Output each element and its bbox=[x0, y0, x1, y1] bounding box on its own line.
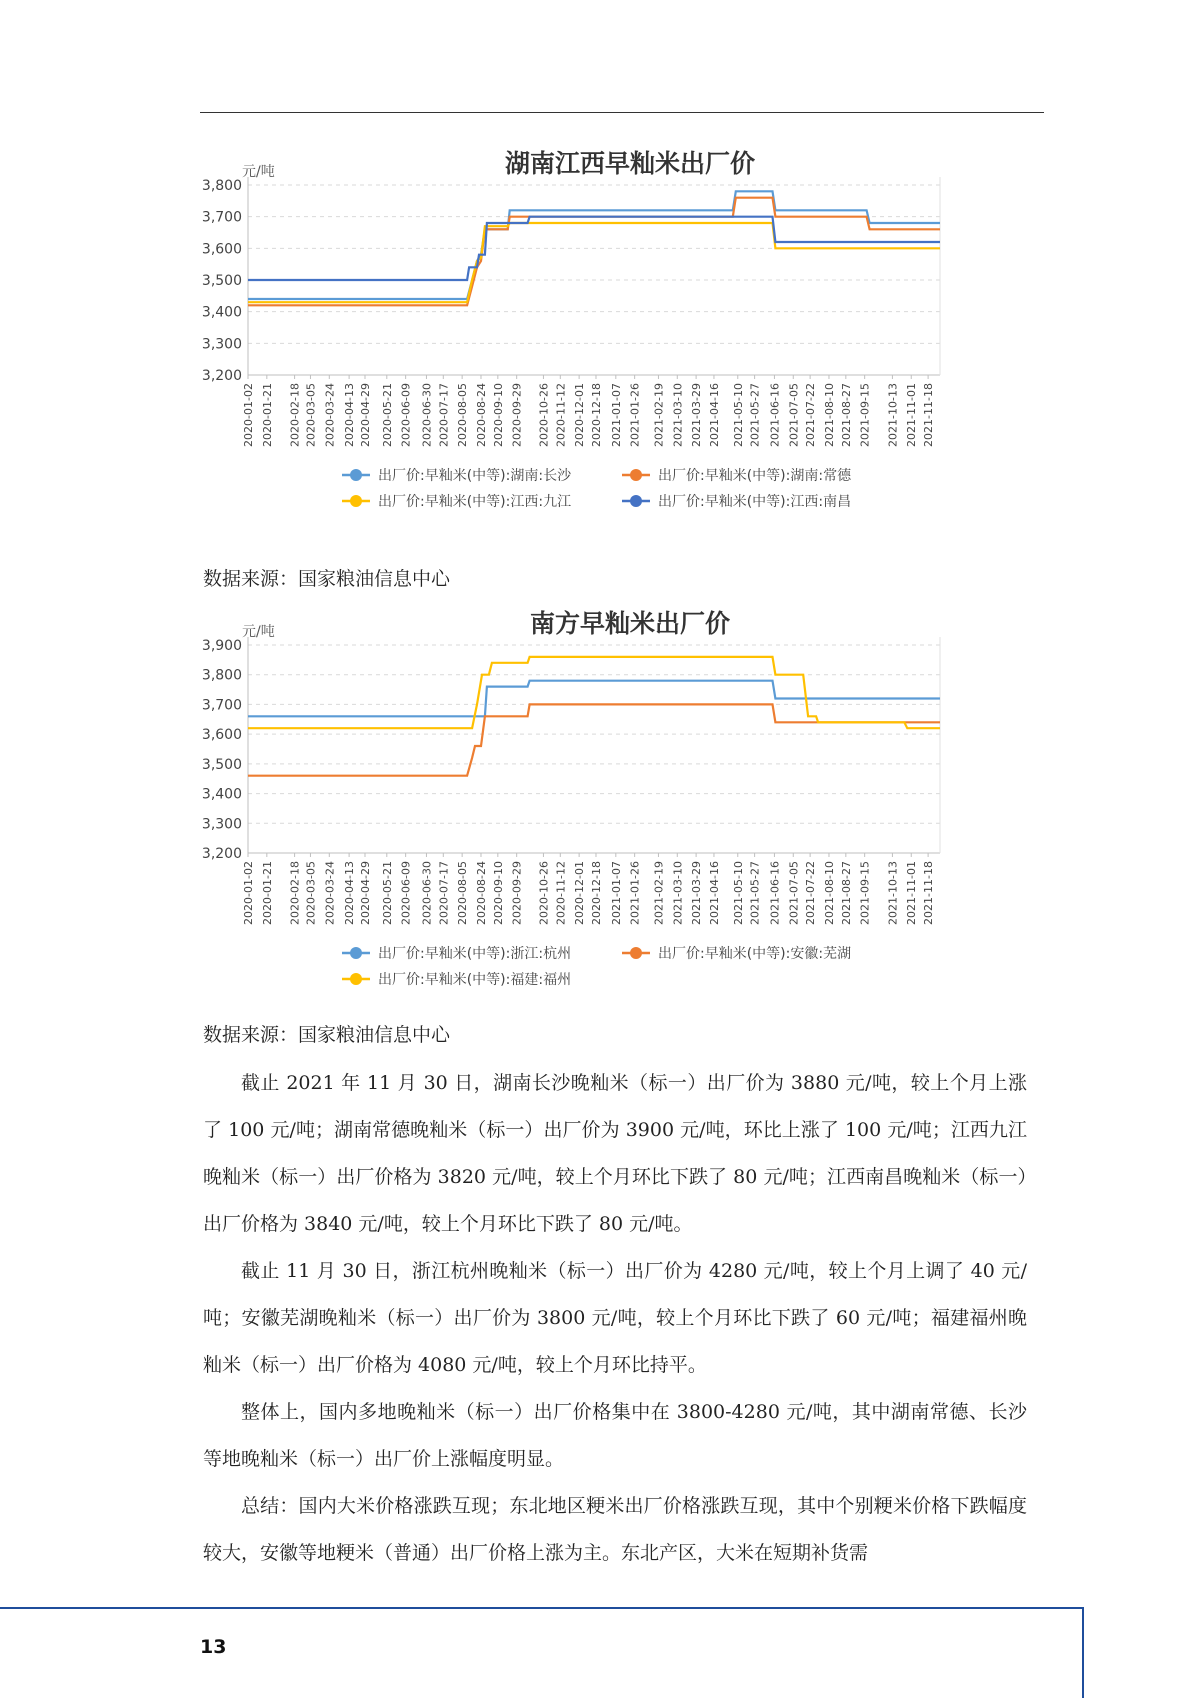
x-tick-label: 2021-08-10 bbox=[822, 861, 836, 925]
x-tick-label: 2020-06-09 bbox=[399, 861, 413, 925]
legend-label: 出厂价:早籼米(中等):湖南:常德 bbox=[658, 468, 852, 484]
x-tick-label: 2021-03-29 bbox=[690, 383, 704, 447]
y-tick-label: 3,800 bbox=[201, 178, 242, 194]
series-line bbox=[248, 657, 940, 728]
x-tick-label: 2020-02-18 bbox=[288, 383, 302, 447]
x-tick-label: 2021-06-16 bbox=[768, 861, 782, 925]
x-tick-label: 2020-03-05 bbox=[304, 861, 318, 925]
data-source-note: 数据来源：国家粮油信息中心 bbox=[203, 568, 451, 590]
x-tick-label: 2021-11-18 bbox=[922, 383, 936, 447]
legend-swatch-marker bbox=[630, 469, 642, 481]
x-tick-label: 2021-03-10 bbox=[671, 383, 685, 447]
series-line bbox=[248, 223, 940, 302]
y-tick-label: 3,400 bbox=[201, 786, 242, 803]
x-tick-label: 2020-01-02 bbox=[242, 383, 255, 447]
x-tick-label: 2020-01-02 bbox=[242, 861, 255, 925]
chart-hunan-jiangxi-early-indica-price bbox=[200, 140, 1030, 550]
x-tick-label: 2021-08-27 bbox=[839, 861, 853, 925]
x-tick-label: 2020-06-30 bbox=[420, 861, 434, 925]
x-tick-label: 2021-04-16 bbox=[707, 861, 721, 925]
legend-swatch-marker bbox=[350, 495, 362, 507]
y-tick-label: 3,600 bbox=[201, 727, 242, 744]
x-tick-label: 2020-08-24 bbox=[474, 861, 488, 925]
x-tick-label: 2020-09-10 bbox=[491, 383, 505, 447]
x-tick-label: 2021-10-13 bbox=[886, 861, 900, 925]
x-tick-label: 2020-09-29 bbox=[510, 861, 524, 925]
x-tick-label: 2021-01-07 bbox=[609, 861, 623, 925]
y-tick-label: 3,500 bbox=[201, 273, 242, 289]
x-tick-label: 2021-05-27 bbox=[748, 861, 762, 925]
paragraph: 总结：国内大米价格涨跌互现；东北地区粳米出厂价格涨跌互现，其中个别粳米价格下跌幅度较大，安徽等地粳米（普通）出厂价格上涨为主。东北产区，大米在短期补货需 bbox=[203, 1495, 1027, 1564]
x-tick-label: 2021-05-10 bbox=[731, 861, 745, 925]
x-tick-label: 2020-12-18 bbox=[589, 383, 603, 447]
x-tick-label: 2020-03-24 bbox=[323, 383, 337, 447]
y-axis-unit: 元/吨 bbox=[242, 164, 275, 180]
header-rule bbox=[200, 112, 1044, 113]
y-tick-label: 3,300 bbox=[201, 816, 242, 833]
x-tick-label: 2020-02-18 bbox=[288, 861, 302, 925]
x-tick-label: 2020-05-21 bbox=[380, 861, 394, 925]
x-tick-label: 2021-07-22 bbox=[804, 861, 818, 925]
x-tick-label: 2021-01-26 bbox=[628, 861, 642, 925]
legend-swatch-marker bbox=[630, 495, 642, 507]
legend-label: 出厂价:早籼米(中等):湖南:长沙 bbox=[378, 468, 572, 484]
footer-rule bbox=[0, 1607, 1083, 1609]
x-tick-label: 2021-07-05 bbox=[787, 861, 801, 925]
legend-label: 出厂价:早籼米(中等):安徽:芜湖 bbox=[658, 946, 852, 962]
y-tick-label: 3,900 bbox=[201, 638, 242, 654]
paragraph: 截止 2021 年 11 月 30 日，湖南长沙晚籼米（标一）出厂价为 3880 元/吨，较上个月上涨了 100 元/吨；湖南常德晚籼米（标一）出厂价为 3900 元/吨，环比上涨了 100 元/吨；江西九江晚籼米（标一）出厂价格为 3820 元/吨，较上个月环比下跌了 80 元/吨；江西南昌晚籼米（标一）出厂价格为 3840 元/吨，较上个月环比下跌了 80 元/吨。 bbox=[203, 1072, 1027, 1235]
x-tick-label: 2021-06-16 bbox=[768, 383, 782, 447]
legend-swatch-marker bbox=[350, 947, 362, 959]
page-number: 13 bbox=[200, 1636, 227, 1658]
x-tick-label: 2021-09-15 bbox=[858, 861, 872, 925]
x-tick-label: 2021-11-01 bbox=[905, 861, 919, 925]
series-line bbox=[248, 681, 940, 717]
legend-swatch-marker bbox=[350, 469, 362, 481]
x-tick-label: 2020-04-29 bbox=[358, 861, 372, 925]
paragraph: 截止 11 月 30 日，浙江杭州晚籼米（标一）出厂价为 4280 元/吨，较上个月上调了 40 元/吨；安徽芜湖晚籼米（标一）出厂价为 3800 元/吨，较上个月环比下跌了 60 元/吨；福建福州晚籼米（标一）出厂价格为 4080 元/吨，较上个月环比持平。 bbox=[203, 1260, 1027, 1376]
x-tick-label: 2021-03-10 bbox=[671, 861, 685, 925]
data-source-note: 数据来源：国家粮油信息中心 bbox=[203, 1024, 451, 1046]
x-tick-label: 2021-01-07 bbox=[609, 383, 623, 447]
legend-label: 出厂价:早籼米(中等):浙江:杭州 bbox=[378, 946, 572, 962]
x-tick-label: 2020-08-24 bbox=[474, 383, 488, 447]
x-tick-label: 2020-09-10 bbox=[491, 861, 505, 925]
x-tick-label: 2020-12-01 bbox=[573, 861, 587, 925]
x-tick-label: 2020-10-26 bbox=[537, 861, 551, 925]
x-tick-label: 2020-03-24 bbox=[323, 861, 337, 925]
chart-southern-early-indica-price bbox=[200, 600, 1030, 1000]
y-axis-unit: 元/吨 bbox=[242, 624, 275, 640]
x-tick-label: 2021-01-26 bbox=[628, 383, 642, 447]
x-tick-label: 2021-07-05 bbox=[787, 383, 801, 447]
x-tick-label: 2021-04-16 bbox=[707, 383, 721, 447]
body-text bbox=[203, 1060, 1027, 1577]
legend-label: 出厂价:早籼米(中等):江西:南昌 bbox=[658, 494, 852, 510]
x-tick-label: 2021-07-22 bbox=[804, 383, 818, 447]
x-tick-label: 2020-11-12 bbox=[554, 383, 568, 447]
x-tick-label: 2020-12-18 bbox=[589, 861, 603, 925]
y-tick-label: 3,500 bbox=[201, 756, 242, 773]
x-tick-label: 2021-10-13 bbox=[886, 383, 900, 447]
x-tick-label: 2020-03-05 bbox=[304, 383, 318, 447]
y-tick-label: 3,700 bbox=[201, 697, 242, 714]
x-tick-label: 2020-12-01 bbox=[573, 383, 587, 447]
series-line bbox=[248, 198, 940, 306]
x-tick-label: 2020-07-17 bbox=[437, 383, 451, 447]
x-tick-label: 2020-05-21 bbox=[380, 383, 394, 447]
x-tick-label: 2020-08-05 bbox=[456, 861, 470, 925]
x-tick-label: 2020-11-12 bbox=[554, 861, 568, 925]
y-tick-label: 3,400 bbox=[201, 304, 242, 321]
x-tick-label: 2020-04-13 bbox=[343, 383, 357, 447]
series-line bbox=[248, 191, 940, 299]
x-tick-label: 2021-02-19 bbox=[652, 383, 666, 447]
x-tick-label: 2021-08-27 bbox=[839, 383, 853, 447]
x-tick-label: 2021-11-18 bbox=[922, 861, 936, 925]
series-line bbox=[248, 704, 940, 775]
x-tick-label: 2020-07-17 bbox=[437, 861, 451, 925]
x-tick-label: 2021-08-10 bbox=[822, 383, 836, 447]
y-tick-label: 3,600 bbox=[201, 241, 242, 258]
legend-swatch-marker bbox=[350, 973, 362, 985]
x-tick-label: 2020-08-05 bbox=[456, 383, 470, 447]
y-tick-label: 3,200 bbox=[201, 846, 242, 862]
y-tick-label: 3,700 bbox=[201, 209, 242, 226]
footer-rule-vertical bbox=[1082, 1607, 1084, 1698]
x-tick-label: 2020-10-26 bbox=[537, 383, 551, 447]
x-tick-label: 2020-01-21 bbox=[260, 383, 274, 447]
x-tick-label: 2020-09-29 bbox=[510, 383, 524, 447]
x-tick-label: 2021-03-29 bbox=[690, 861, 704, 925]
y-tick-label: 3,200 bbox=[201, 368, 242, 384]
legend-swatch-marker bbox=[630, 947, 642, 959]
x-tick-label: 2021-05-27 bbox=[748, 383, 762, 447]
x-tick-label: 2021-09-15 bbox=[858, 383, 872, 447]
x-tick-label: 2021-02-19 bbox=[652, 861, 666, 925]
x-tick-label: 2020-04-13 bbox=[343, 861, 357, 925]
x-tick-label: 2021-05-10 bbox=[731, 383, 745, 447]
chart-title: 南方早籼米出厂价 bbox=[529, 609, 731, 638]
legend-label: 出厂价:早籼米(中等):福建:福州 bbox=[378, 972, 572, 988]
legend-label: 出厂价:早籼米(中等):江西:九江 bbox=[378, 494, 572, 510]
x-tick-label: 2020-01-21 bbox=[260, 861, 274, 925]
paragraph: 整体上，国内多地晚籼米（标一）出厂价格集中在 3800-4280 元/吨，其中湖南常德、长沙等地晚籼米（标一）出厂价上涨幅度明显。 bbox=[203, 1401, 1027, 1470]
chart-title: 湖南江西早籼米出厂价 bbox=[504, 149, 756, 178]
y-tick-label: 3,300 bbox=[201, 336, 242, 353]
x-tick-label: 2020-06-09 bbox=[399, 383, 413, 447]
x-tick-label: 2020-06-30 bbox=[420, 383, 434, 447]
y-tick-label: 3,800 bbox=[201, 667, 242, 684]
x-tick-label: 2020-04-29 bbox=[358, 383, 372, 447]
x-tick-label: 2021-11-01 bbox=[905, 383, 919, 447]
